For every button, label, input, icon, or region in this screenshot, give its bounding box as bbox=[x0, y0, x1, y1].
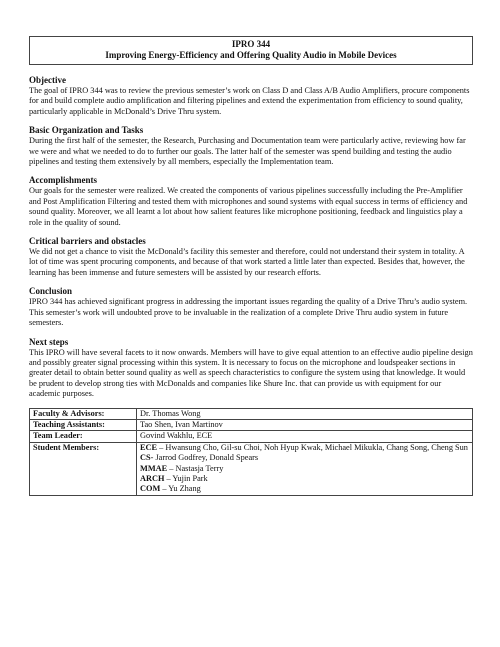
course-number: IPRO 344 bbox=[231, 39, 271, 49]
section-heading: Basic Organization and Tasks bbox=[29, 125, 144, 136]
section-heading: Next steps bbox=[29, 336, 69, 347]
table-row bbox=[30, 408, 473, 419]
section-conclusion bbox=[29, 286, 473, 328]
section-body: During the first half of the semester, the Research, Purchasing and Documentation team were particularly active, reviewing how far we were and what we needed to do to further our goals. The latter half of the semester was spend building and testing the audio pipelines and testing them extensively by all members, especially the Implementation team. bbox=[29, 136, 466, 167]
names-cs: - Jarrod Godfrey, Donald Spears bbox=[150, 453, 259, 463]
members-arch bbox=[140, 474, 469, 484]
names-arch: – Yujin Park bbox=[164, 473, 208, 483]
names-mmae: – Nastasja Terry bbox=[167, 463, 224, 473]
members-ece bbox=[140, 443, 469, 464]
section-body: We did not get a chance to visit the McDonald’s facility this semester and therefore, could not understand their system in totality. A lot of time was spent procuring components, and because of that work started a little later than expected. Besides that, however, the learning has been immense and future semesters will be assisted by our research efforts. bbox=[29, 247, 465, 277]
members-value bbox=[137, 442, 473, 495]
title-box bbox=[29, 36, 473, 65]
dept-arch: ARCH bbox=[140, 473, 165, 483]
faculty-label: Faculty & Advisors: bbox=[30, 408, 137, 419]
section-body: Our goals for the semester were realized. We created the components of various pipelines successfully including the Pre-Amplifier and Post Amplification Filtering and tested them with microphones and sound systems with equal success in terms of efficiency and sound quality. Moreover, we all learnt a lot about how salient features like microphone positioning, feedback and linguistics play a role in the quality of sound. bbox=[29, 186, 468, 227]
names-ece: – Hwansung Cho, Gil-su Choi, Noh Hyup Kwak, Michael Mikukla, Chang Song, Cheng Sun bbox=[157, 442, 468, 452]
ta-label: Teaching Assistants: bbox=[30, 419, 137, 430]
section-heading: Critical barriers and obstacles bbox=[29, 236, 146, 247]
members-com bbox=[140, 484, 469, 494]
dept-mmae: MMAE bbox=[140, 463, 168, 473]
section-next-steps bbox=[29, 337, 473, 400]
table-row bbox=[30, 419, 473, 430]
leader-label: Team Leader: bbox=[30, 431, 137, 442]
section-heading: Objective bbox=[29, 75, 66, 85]
dept-cs: CS bbox=[140, 453, 151, 463]
section-barriers bbox=[29, 236, 473, 278]
table-row bbox=[30, 431, 473, 442]
ta-value: Tao Shen, Ivan Martinov bbox=[137, 419, 473, 430]
members-label: Student Members: bbox=[30, 442, 137, 495]
section-organization bbox=[29, 125, 473, 167]
section-heading: Accomplishments bbox=[29, 175, 97, 186]
members-mmae bbox=[140, 464, 469, 474]
dept-com: COM bbox=[140, 484, 161, 494]
section-objective bbox=[29, 75, 473, 117]
leader-value: Govind Wakhlu, ECE bbox=[137, 431, 473, 442]
section-heading: Conclusion bbox=[29, 286, 73, 297]
section-body: The goal of IPRO 344 was to review the previous semester’s work on Class D and Class A/B Audio Amplifiers, procure components for and build complete audio amplification and filtering pipelines and extend the experimentation from efficiency to sound quality, particularly applicable in McDonald’s Drive Thru system. bbox=[29, 86, 470, 116]
project-title: Improving Energy-Efficiency and Offering Quality Audio in Mobile Devices bbox=[105, 50, 397, 60]
table-row bbox=[30, 442, 473, 495]
team-table bbox=[29, 408, 473, 496]
names-com: – Yu Zhang bbox=[160, 484, 201, 494]
section-body: This IPRO will have several facets to it now onwards. Members will have to give equal attention to an effective audio pipeline design and possibly greater signal processing within this system. It is necessary to focus on the microphone and loudspeaker sections in greater detail to obtain better sound quality as well as speech characteristics to configure the system using that knowledge. It would be prudent to develop strong ties with McDonalds and companies like Shure Inc. that can provide us with equipment for our academic purposes. bbox=[29, 347, 473, 399]
section-accomplishments bbox=[29, 175, 473, 228]
faculty-value: Dr. Thomas Wong bbox=[137, 408, 473, 419]
section-body: IPRO 344 has achieved significant progress in addressing the important issues regarding the quality of a Drive Thru’s audio system. This semester’s work will undoubted prove to be invaluable in the realization of a complete Drive Thru audio system in future semesters. bbox=[29, 297, 468, 328]
report-page bbox=[29, 36, 473, 496]
dept-ece: ECE bbox=[140, 442, 158, 452]
